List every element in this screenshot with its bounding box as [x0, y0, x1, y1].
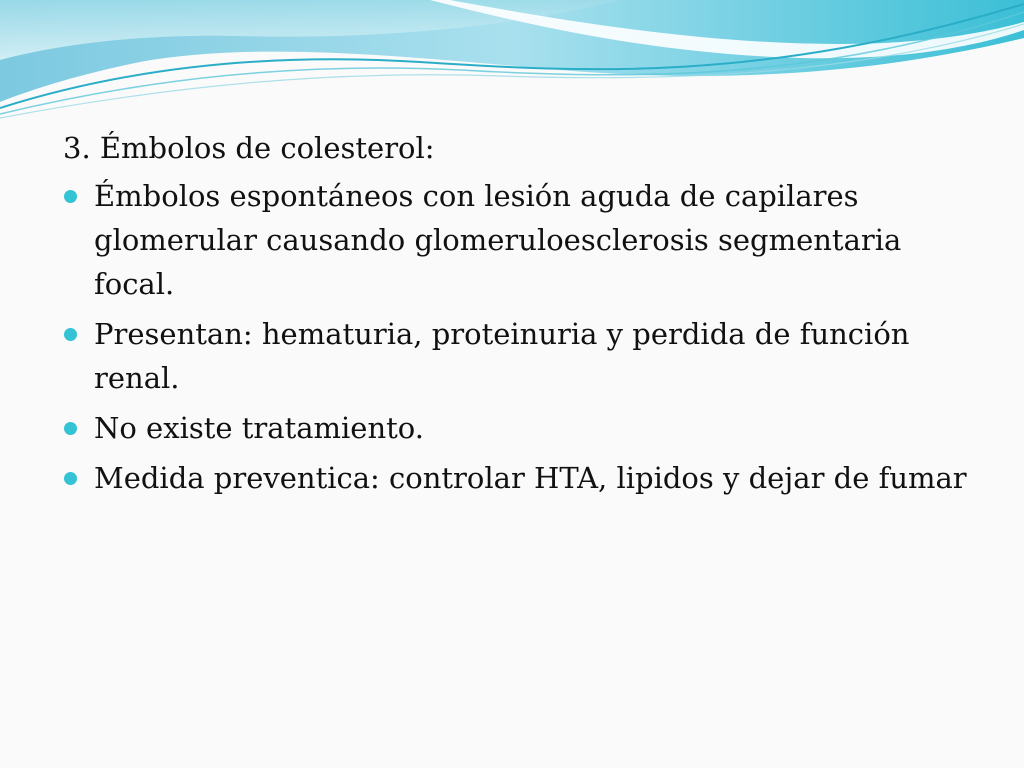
list-item-text: Émbolos espontáneos con lesión aguda de capilares glomerular causando glomeruloesclerosis segmentaria focal. [94, 179, 902, 301]
circle-bullet-icon [64, 422, 77, 435]
list-item [63, 174, 983, 306]
list-item [63, 312, 983, 400]
circle-bullet-icon [64, 328, 77, 341]
circle-bullet-icon [64, 190, 77, 203]
slide-heading: 3. Émbolos de colesterol: [63, 131, 435, 165]
list-item-text: Medida preventica: controlar HTA, lipidos y dejar de fumar [94, 461, 967, 495]
list-item [63, 456, 983, 500]
list-item-text: Presentan: hematuria, proteinuria y perdida de función renal. [94, 317, 910, 395]
list-item [63, 406, 983, 450]
slide-content [63, 126, 983, 506]
circle-bullet-icon [64, 472, 77, 485]
list-item-text: No existe tratamiento. [94, 411, 424, 445]
bullet-list [63, 174, 983, 500]
wave-decoration [0, 0, 1024, 130]
